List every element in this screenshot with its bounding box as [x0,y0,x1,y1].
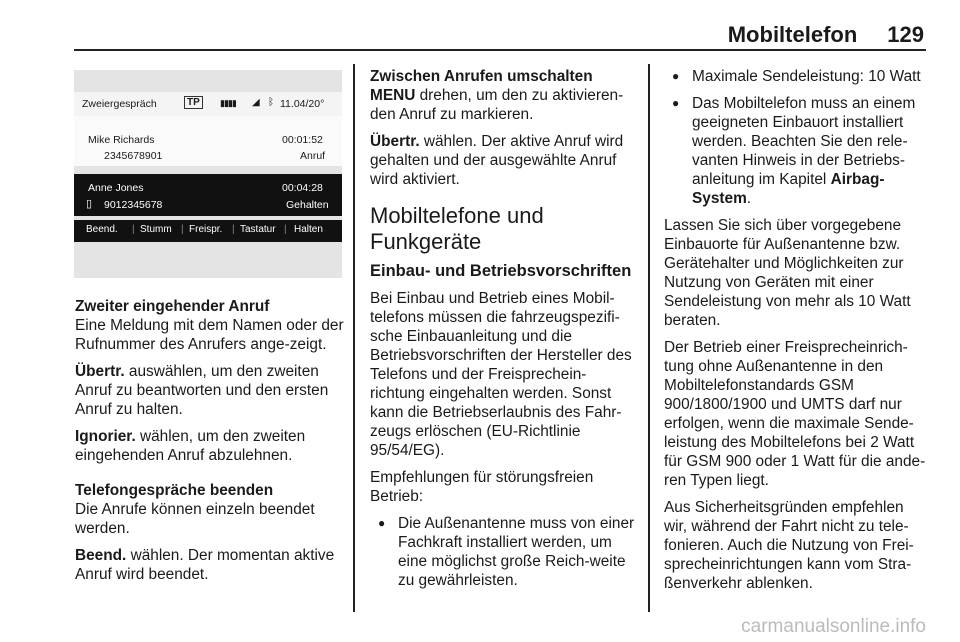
text: wählen, um den zweiten eingehenden Anruf abzulehnen. [75,428,306,464]
signal-icon: ◢ [252,97,260,108]
paragraph [75,362,345,419]
label-uebertr: Übertr. [370,133,420,150]
bullet-list [370,514,638,590]
battery-icon: ▮▮▮▮ [220,98,236,108]
paragraph: Empfehlungen für störungsfreien Betrieb: [370,469,594,505]
button-handsfree[interactable]: Freispr. [189,224,223,235]
caller-number: 2345678901 [104,150,163,162]
status-bar [74,92,342,116]
call-status: Gehalten [286,199,329,211]
caller-number: 9012345678 [104,199,163,211]
call-row-1[interactable] [74,116,342,166]
caller-name: Anne Jones [88,182,144,194]
tp-indicator: TP [184,96,203,109]
heading-end-calls: Telefongespräche beenden [75,482,274,499]
text: auswählen, um den zweiten Anruf zu beantworten und den ersten Anruf zu halten. [75,363,329,418]
text: Das Mobiltelefon muss an einem geeigneten Einbauort installiert werden. Beachten Sie den rele-vanten Hinweis in der Betriebs-anleitung im Kapitel [692,95,916,188]
paragraph [370,132,638,189]
separator: | [284,224,287,235]
screen-title: Zweiergespräch [82,98,157,110]
bullet-list [664,67,930,208]
list-item: ● Die Außenantenne muss von einer Fachkraft installiert werden, um eine möglichst große Reich-weite zu gewährleisten. [370,514,638,590]
call-time: 00:01:52 [282,134,323,146]
heading-switch-calls: Zwischen Anrufen umschalten [370,68,593,85]
heading-second-call: Zweiter eingehender Anruf [75,298,270,315]
text: wählen. Der momentan aktive Anruf wird beendet. [75,547,335,583]
paragraph: Aus Sicherheitsgründen empfehlen wir, während der Fahrt nicht zu tele-fonieren. Auch die Nutzung von Frei-sprecheinrichtungen kann vom Stra-ßenverkehr ablenken. [664,499,914,592]
text: wählen. Der aktive Anruf wird gehalten und der ausgewählte Anruf wird aktiviert. [370,133,624,188]
call-row-2[interactable] [74,174,342,216]
label-menu: MENU [370,87,416,104]
text: drehen, um den zu aktivieren-den Anruf zu markieren. [370,87,624,123]
page-header [728,22,924,48]
paragraph: Lassen Sie sich über vorgegebene Einbauorte für Außenantenne bzw. Gerätehalter und Möglichkeiten zur Nutzung von Geräten mit einer Sendeleistung von mehr als 10 Watt beraten. [664,217,911,329]
paragraph: Der Betrieb einer Freisprecheinrich-tung ohne Außenantenne in den Mobiltelefonstandards GSM 900/1800/1900 und UMTS darf nur erfolgen, wenn die maximale Sende-leistung des Mobiltelefons bei 2 Watt für GSM 900 oder 1 Watt für die ande-ren Typen liegt. [664,339,926,489]
separator: | [132,224,135,235]
list-item [664,94,930,208]
caller-name: Mike Richards [88,134,155,146]
paragraph: Die Anrufe können einzeln beendet werden. [75,501,315,537]
datetime: 11.04/20° [280,98,325,110]
call-time: 00:04:28 [282,182,323,194]
text: . [746,190,752,207]
watermark: carmanualsonline.info [741,616,926,637]
column-divider-2 [648,64,650,612]
header-rule [74,49,926,51]
paragraph [75,546,345,584]
separator: | [181,224,184,235]
label-beend: Beend. [75,547,127,564]
label-ignorier: Ignorier. [75,428,136,445]
page-number: 129 [887,22,924,47]
paragraph: Bei Einbau und Betrieb eines Mobil-telefons müssen die fahrzeugspezifi-sche Einbauanleitung und die Betriebsvorschriften der Hersteller des Telefons und der Freisprechein-richtung eingehalten werden. Sonst kann die Betriebserlaubnis des Fahr-zeugs erlöschen (EU-Richtlinie 95/54/EG). [370,290,632,459]
phone-screen-image [74,70,342,278]
paragraph [75,427,345,465]
button-keypad[interactable]: Tastatur [240,224,276,235]
label-airbag: Airbag-System [692,171,885,207]
subsection-heading: Einbau- und Betriebsvorschriften [370,262,632,280]
paragraph [370,86,638,124]
separator: | [232,224,235,235]
list-item: ● Maximale Sendeleistung: 10 Watt [664,67,930,86]
section-title: Mobiltelefon [727,22,858,47]
column-divider-1 [353,64,355,612]
column-1 [75,297,345,592]
button-mute[interactable]: Stumm [140,224,172,235]
paragraph: Eine Meldung mit dem Namen oder der Rufnummer des Anrufers ange-zeigt. [75,317,344,353]
label-uebertr: Übertr. [75,363,125,380]
call-status: Anruf [300,150,326,162]
column-2 [370,67,638,598]
section-heading: Mobiltelefone und Funkgeräte [370,203,544,254]
column-3 [664,67,930,601]
button-bar [74,220,342,242]
button-hold[interactable]: Halten [294,224,323,235]
phone-icon: ▯ [86,198,93,210]
button-end[interactable]: Beend. [86,224,118,235]
bluetooth-icon: ᛒ [268,97,274,108]
